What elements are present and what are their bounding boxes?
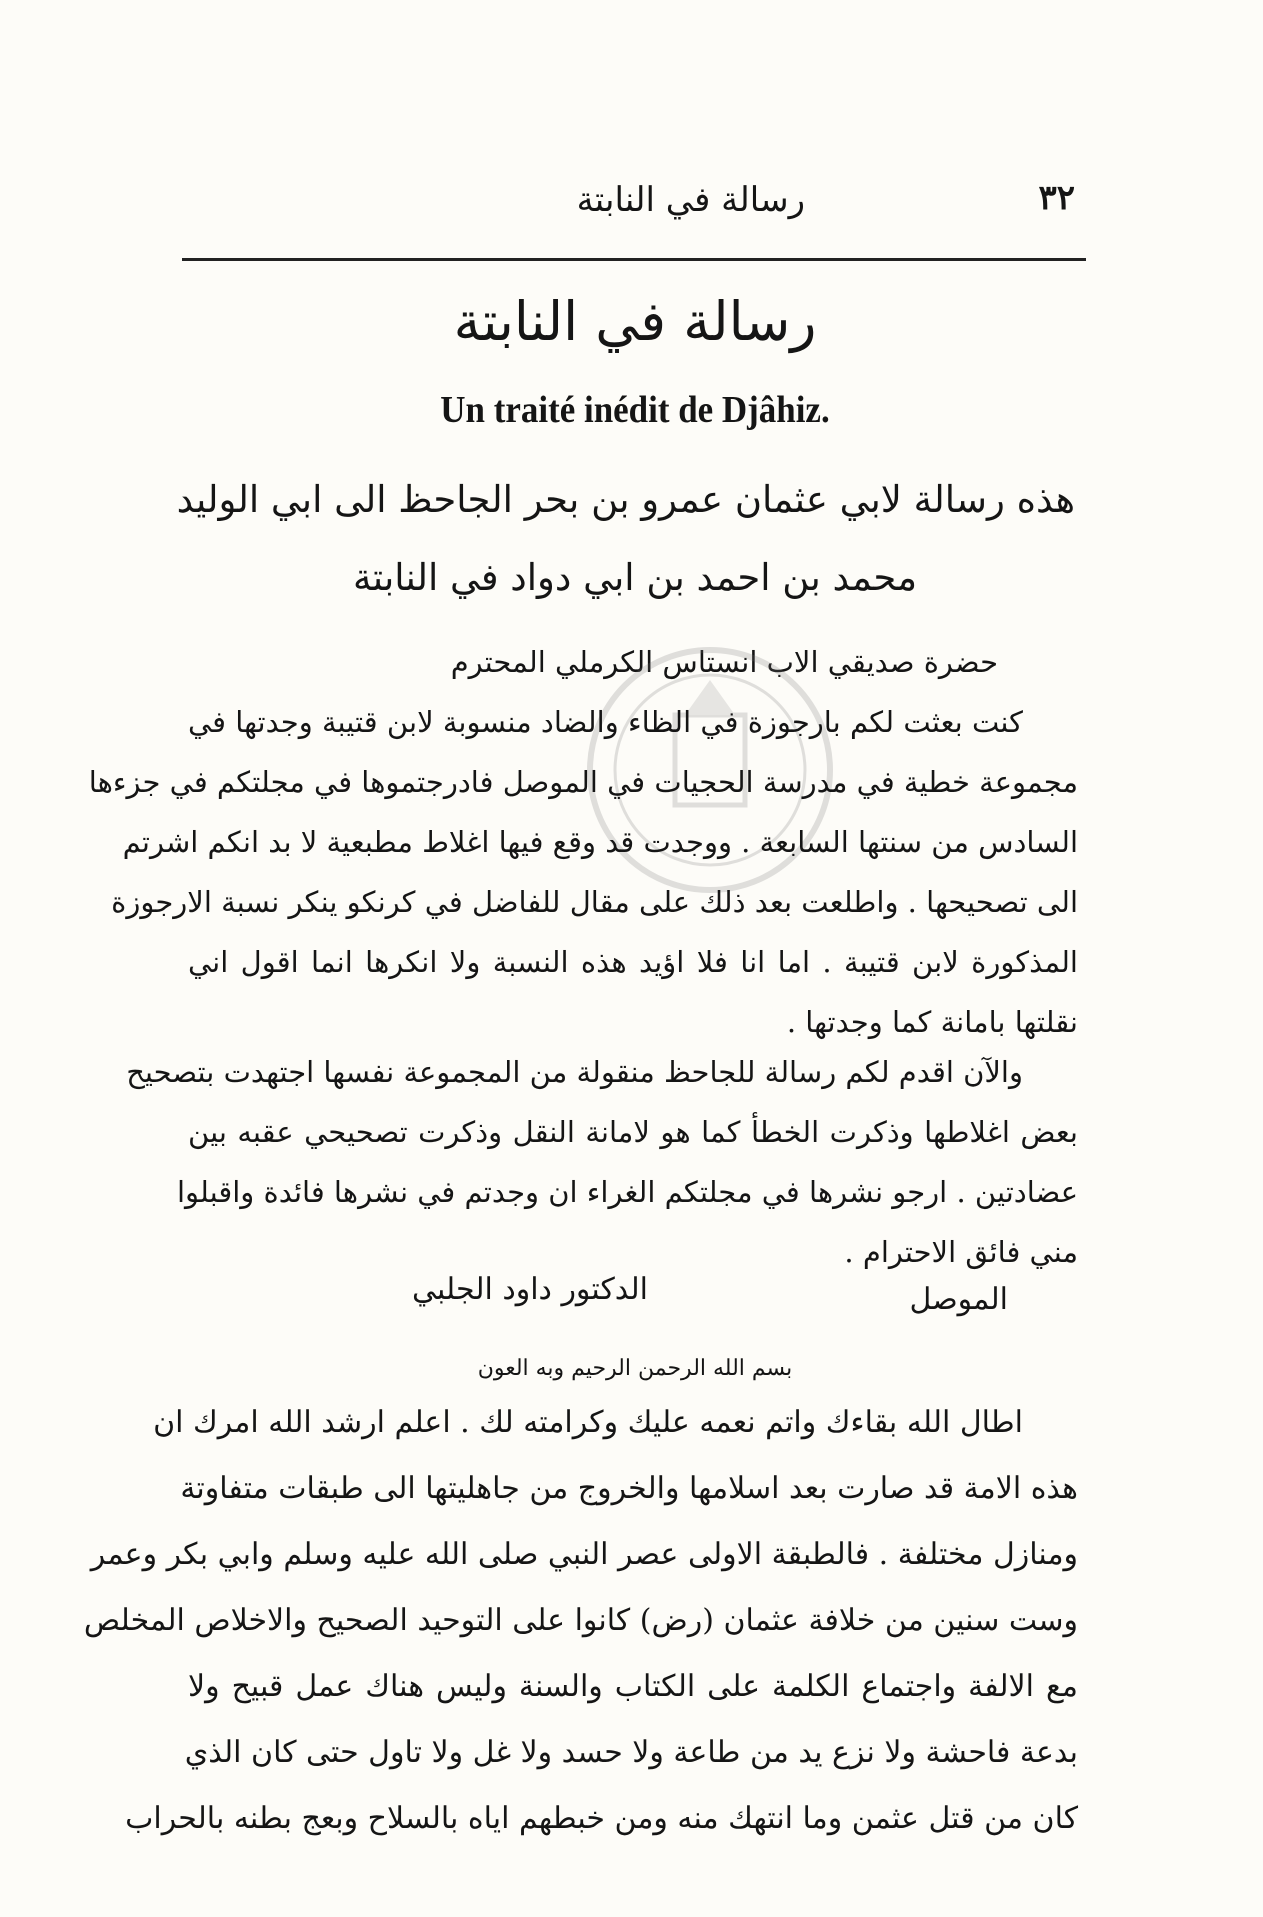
text-line: مني فائق الاحترام . <box>844 1235 1078 1269</box>
intro-line: هذه رسالة لابي عثمان عمرو بن بحر الجاحظ الى ابي الوليد <box>176 478 1075 521</box>
text-line: والآن اقدم لكم رسالة للجاحظ منقولة من المجموعة نفسها اجتهدت بتصحيح <box>126 1055 1023 1089</box>
text-line: مع الالفة واجتماع الكلمة على الكتاب والسنة وليس هناك عمل قبيح ولا <box>188 1669 1078 1704</box>
main-title: رسالة في النابتة <box>453 290 817 353</box>
text-line: مجموعة خطية في مدرسة الحجيات في الموصل فادرجتموها في مجلتكم في جزءها <box>88 765 1078 799</box>
paragraph-letter-1 <box>88 692 1078 1052</box>
addressee-line: حضرة صديقي الاب انستاس الكرملي المحترم <box>450 645 998 679</box>
signature-name: الدكتور داود الجلبي <box>412 1272 648 1307</box>
signature-row <box>188 1272 1078 1332</box>
text-line: ومنازل مختلفة . فالطبقة الاولى عصر النبي صلى الله عليه وسلم وابي بكر وعمر <box>90 1537 1078 1572</box>
signature-place: الموصل <box>909 1282 1008 1317</box>
paragraph-letter-2 <box>126 1042 1078 1282</box>
text-line: كنت بعثت لكم بارجوزة في الظاء والضاد منسوبة لابن قتيبة وجدتها في <box>188 705 1023 739</box>
text-line: السادس من سنتها السابعة . ووجدت قد وقع فيها اغلاط مطبعية لا بد انكم اشرتم <box>122 825 1078 859</box>
text-line: المذكورة لابن قتيبة . اما انا فلا اؤيد هذه النسبة ولا انكرها انما اقول اني <box>188 945 1078 979</box>
page-header <box>195 178 1075 238</box>
text-line: نقلتها بامانة كما وجدتها . <box>786 1005 1078 1039</box>
basmala: بسم الله الرحمن الرحيم وبه العون <box>477 1356 793 1381</box>
header-rule <box>182 258 1086 261</box>
page-number: ٣٢ <box>1038 178 1075 218</box>
french-subtitle: Un traité inédit de Djâhiz. <box>440 389 830 431</box>
text-line: بدعة فاحشة ولا نزع يد من طاعة ولا حسد ولا غل ولا تاول حتى كان الذي <box>184 1735 1078 1770</box>
running-title: رسالة في النابتة <box>576 180 805 220</box>
text-line: اطال الله بقاءك واتم نعمه عليك وكرامته لك . اعلم ارشد الله امرك ان <box>153 1405 1023 1440</box>
text-line: الى تصحيحها . واطلعت بعد ذلك على مقال للفاضل في كرنكو ينكر نسبة الارجوزة <box>111 885 1078 919</box>
text-line: عضادتين . ارجو نشرها في مجلتكم الغراء ان وجدتم في نشرها فائدة واقبلوا <box>177 1175 1078 1209</box>
text-line: هذه الامة قد صارت بعد اسلامها والخروج من جاهليتها الى طبقات متفاوتة <box>180 1471 1078 1506</box>
text-line: وست سنين من خلافة عثمان (رض) كانوا على التوحيد الصحيح والاخلاص المخلص <box>83 1603 1078 1638</box>
text-line: بعض اغلاطها وذكرت الخطأ كما هو لامانة النقل وذكرت تصحيحي عقبه بين <box>188 1115 1078 1149</box>
paragraph-treatise <box>83 1390 1078 1852</box>
intro-line: محمد بن احمد بن ابي دواد في النابتة <box>352 556 918 599</box>
text-line: كان من قتل عثمن وما انتهك منه ومن خبطهم اياه بالسلاح وبعج بطنه بالحراب <box>125 1801 1078 1836</box>
